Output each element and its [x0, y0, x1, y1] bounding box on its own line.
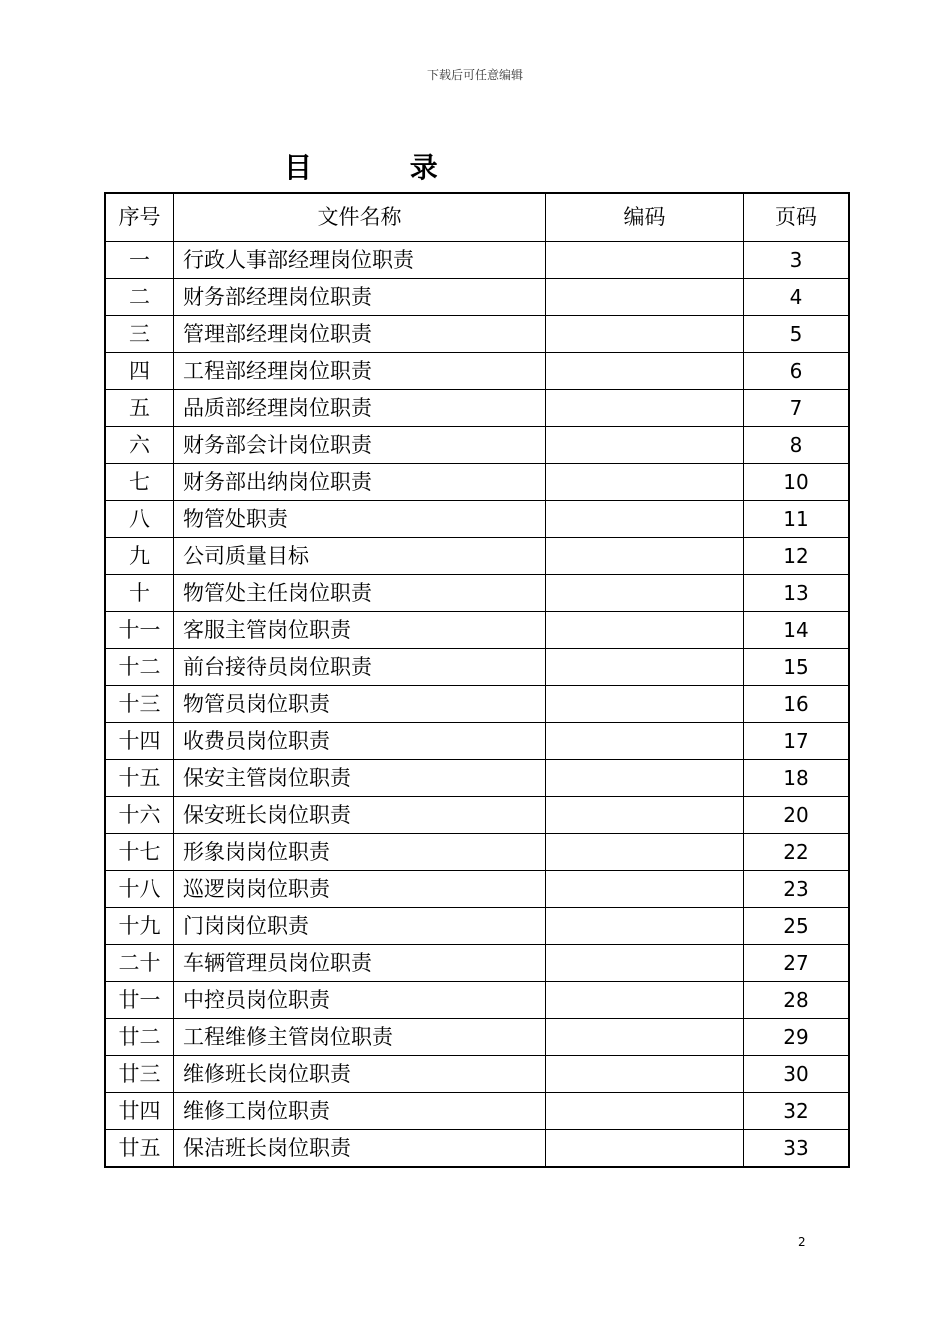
row-page: 29: [744, 1019, 850, 1056]
row-name: 中控员岗位职责: [174, 982, 546, 1019]
row-code: [546, 575, 744, 612]
row-code: [546, 723, 744, 760]
row-page: 14: [744, 612, 850, 649]
row-page: 3: [744, 242, 850, 279]
row-seq: 十一: [105, 612, 174, 649]
toc-body: [105, 242, 849, 1168]
row-name: 物管员岗位职责: [174, 686, 546, 723]
row-page: 25: [744, 908, 850, 945]
row-name: 门岗岗位职责: [174, 908, 546, 945]
row-name: 维修班长岗位职责: [174, 1056, 546, 1093]
table-row: [105, 686, 849, 723]
row-page: 11: [744, 501, 850, 538]
table-row: [105, 501, 849, 538]
row-seq: 三: [105, 316, 174, 353]
row-name: 工程部经理岗位职责: [174, 353, 546, 390]
table-row: [105, 279, 849, 316]
table-row: [105, 390, 849, 427]
row-seq: 二十: [105, 945, 174, 982]
table-row: [105, 427, 849, 464]
row-code: [546, 279, 744, 316]
row-page: 8: [744, 427, 850, 464]
row-code: [546, 353, 744, 390]
page-title: 目 录: [284, 151, 482, 184]
row-seq: 廿一: [105, 982, 174, 1019]
row-code: [546, 242, 744, 279]
row-page: 6: [744, 353, 850, 390]
row-seq: 十: [105, 575, 174, 612]
table-row: [105, 649, 849, 686]
row-name: 工程维修主管岗位职责: [174, 1019, 546, 1056]
row-code: [546, 464, 744, 501]
row-name: 物管处主任岗位职责: [174, 575, 546, 612]
row-seq: 十九: [105, 908, 174, 945]
row-seq: 廿五: [105, 1130, 174, 1168]
row-seq: 五: [105, 390, 174, 427]
table-row: [105, 908, 849, 945]
table-row: [105, 723, 849, 760]
row-code: [546, 1019, 744, 1056]
row-page: 28: [744, 982, 850, 1019]
row-code: [546, 316, 744, 353]
row-code: [546, 945, 744, 982]
column-header-code: 编码: [546, 193, 744, 242]
row-seq: 七: [105, 464, 174, 501]
row-seq: 十三: [105, 686, 174, 723]
row-name: 收费员岗位职责: [174, 723, 546, 760]
row-name: 巡逻岗岗位职责: [174, 871, 546, 908]
table-row: [105, 464, 849, 501]
row-seq: 十四: [105, 723, 174, 760]
table-row: [105, 1093, 849, 1130]
column-header-page: 页码: [744, 193, 850, 242]
row-name: 公司质量目标: [174, 538, 546, 575]
row-code: [546, 649, 744, 686]
table-row: [105, 871, 849, 908]
toc-table: [104, 192, 850, 1168]
row-page: 15: [744, 649, 850, 686]
row-seq: 廿三: [105, 1056, 174, 1093]
row-code: [546, 612, 744, 649]
table-row: [105, 242, 849, 279]
row-code: [546, 501, 744, 538]
row-page: 20: [744, 797, 850, 834]
row-page: 5: [744, 316, 850, 353]
row-name: 形象岗岗位职责: [174, 834, 546, 871]
row-seq: 六: [105, 427, 174, 464]
row-code: [546, 1093, 744, 1130]
column-header-name: 文件名称: [174, 193, 546, 242]
row-page: 7: [744, 390, 850, 427]
row-code: [546, 982, 744, 1019]
row-name: 财务部出纳岗位职责: [174, 464, 546, 501]
row-seq: 九: [105, 538, 174, 575]
row-code: [546, 797, 744, 834]
row-page: 27: [744, 945, 850, 982]
row-code: [546, 760, 744, 797]
row-page: 12: [744, 538, 850, 575]
row-seq: 十五: [105, 760, 174, 797]
row-code: [546, 427, 744, 464]
row-name: 物管处职责: [174, 501, 546, 538]
row-name: 客服主管岗位职责: [174, 612, 546, 649]
row-name: 管理部经理岗位职责: [174, 316, 546, 353]
table-row: [105, 575, 849, 612]
row-page: 16: [744, 686, 850, 723]
row-name: 前台接待员岗位职责: [174, 649, 546, 686]
row-code: [546, 538, 744, 575]
row-seq: 廿二: [105, 1019, 174, 1056]
row-page: 23: [744, 871, 850, 908]
row-page: 13: [744, 575, 850, 612]
row-page: 30: [744, 1056, 850, 1093]
row-name: 财务部会计岗位职责: [174, 427, 546, 464]
table-row: [105, 316, 849, 353]
row-code: [546, 871, 744, 908]
row-code: [546, 834, 744, 871]
row-page: 10: [744, 464, 850, 501]
row-name: 保安班长岗位职责: [174, 797, 546, 834]
table-row: [105, 760, 849, 797]
row-page: 32: [744, 1093, 850, 1130]
row-seq: 十二: [105, 649, 174, 686]
row-page: 17: [744, 723, 850, 760]
row-seq: 四: [105, 353, 174, 390]
row-seq: 十七: [105, 834, 174, 871]
row-seq: 二: [105, 279, 174, 316]
row-page: 18: [744, 760, 850, 797]
row-name: 财务部经理岗位职责: [174, 279, 546, 316]
table-row: [105, 797, 849, 834]
row-page: 22: [744, 834, 850, 871]
header-note: 下载后可任意编辑: [426, 68, 523, 82]
table-header-row: [105, 193, 849, 242]
row-name: 保安主管岗位职责: [174, 760, 546, 797]
row-code: [546, 686, 744, 723]
row-seq: 十六: [105, 797, 174, 834]
table-row: [105, 612, 849, 649]
table-row: [105, 1130, 849, 1168]
row-code: [546, 390, 744, 427]
page-number: 2: [798, 1235, 806, 1249]
row-name: 维修工岗位职责: [174, 1093, 546, 1130]
row-page: 4: [744, 279, 850, 316]
row-page: 33: [744, 1130, 850, 1168]
row-name: 车辆管理员岗位职责: [174, 945, 546, 982]
row-seq: 十八: [105, 871, 174, 908]
row-name: 保洁班长岗位职责: [174, 1130, 546, 1168]
row-code: [546, 908, 744, 945]
row-seq: 八: [105, 501, 174, 538]
table-row: [105, 538, 849, 575]
table-row: [105, 1019, 849, 1056]
row-name: 行政人事部经理岗位职责: [174, 242, 546, 279]
column-header-seq: 序号: [105, 193, 174, 242]
row-seq: 一: [105, 242, 174, 279]
row-seq: 廿四: [105, 1093, 174, 1130]
table-row: [105, 834, 849, 871]
table-row: [105, 945, 849, 982]
table-row: [105, 1056, 849, 1093]
row-name: 品质部经理岗位职责: [174, 390, 546, 427]
table-row: [105, 353, 849, 390]
row-code: [546, 1130, 744, 1168]
row-code: [546, 1056, 744, 1093]
table-row: [105, 982, 849, 1019]
